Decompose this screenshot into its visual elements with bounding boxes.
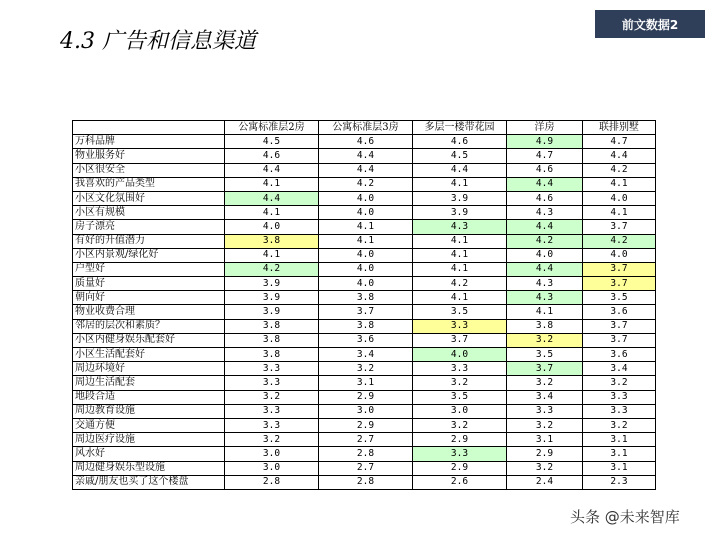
- row-label: 物业服务好: [73, 149, 225, 163]
- table-row: [73, 362, 656, 376]
- row-label: 风水好: [73, 447, 225, 461]
- rating-cell: 3.7: [413, 333, 507, 347]
- rating-cell: 2.8: [319, 447, 413, 461]
- rating-cell: 3.3: [583, 390, 656, 404]
- rating-cell: 4.4: [507, 177, 583, 191]
- row-label: 质量好: [73, 277, 225, 291]
- rating-cell: 3.8: [225, 234, 319, 248]
- rating-cell: 4.1: [507, 305, 583, 319]
- rating-cell: 3.8: [225, 333, 319, 347]
- table-row: [73, 291, 656, 305]
- row-label: 周边健身娱乐型设施: [73, 461, 225, 475]
- rating-cell: 4.1: [413, 234, 507, 248]
- rating-cell: 3.6: [583, 305, 656, 319]
- column-header: 洋房: [507, 121, 583, 135]
- rating-cell: 2.8: [319, 475, 413, 489]
- rating-cell: 4.1: [583, 177, 656, 191]
- table-row: [73, 461, 656, 475]
- rating-cell: 4.2: [583, 234, 656, 248]
- rating-cell: 4.1: [583, 206, 656, 220]
- watermark: 头条 @未来智库: [570, 508, 680, 526]
- rating-cell: 4.0: [319, 206, 413, 220]
- rating-cell: 3.2: [413, 376, 507, 390]
- section-badge: 前文数据2: [595, 10, 705, 38]
- rating-cell: 4.0: [319, 248, 413, 262]
- table-row: [73, 333, 656, 347]
- rating-cell: 2.9: [319, 390, 413, 404]
- rating-cell: 4.2: [225, 262, 319, 276]
- table-row: [73, 390, 656, 404]
- rating-cell: 4.1: [413, 177, 507, 191]
- rating-cell: 2.9: [413, 461, 507, 475]
- rating-cell: 3.2: [583, 418, 656, 432]
- rating-cell: 3.4: [507, 390, 583, 404]
- table-row: [73, 277, 656, 291]
- row-label: 交通方便: [73, 418, 225, 432]
- table-row: [73, 418, 656, 432]
- rating-cell: 3.2: [413, 418, 507, 432]
- rating-cell: 4.3: [413, 220, 507, 234]
- rating-cell: 3.0: [225, 447, 319, 461]
- row-label: 邻居的层次和素质？: [73, 319, 225, 333]
- table-row: [73, 305, 656, 319]
- table-row: [73, 475, 656, 489]
- rating-cell: 4.1: [413, 262, 507, 276]
- table-row: [73, 191, 656, 205]
- row-label: 小区文化氛围好: [73, 191, 225, 205]
- row-label: 房子漂亮: [73, 220, 225, 234]
- table-row: [73, 348, 656, 362]
- rating-cell: 2.3: [583, 475, 656, 489]
- rating-cell: 4.3: [507, 277, 583, 291]
- rating-cell: 4.4: [507, 262, 583, 276]
- rating-cell: 3.7: [583, 220, 656, 234]
- table-row: [73, 262, 656, 276]
- row-label: 小区内景观/绿化好: [73, 248, 225, 262]
- rating-cell: 3.9: [225, 277, 319, 291]
- rating-cell: 3.2: [507, 376, 583, 390]
- rating-cell: 2.8: [225, 475, 319, 489]
- rating-cell: 3.6: [319, 333, 413, 347]
- rating-cell: 4.4: [413, 163, 507, 177]
- rating-cell: 3.3: [413, 362, 507, 376]
- rating-cell: 4.0: [225, 220, 319, 234]
- rating-cell: 4.4: [225, 163, 319, 177]
- table-row: [73, 404, 656, 418]
- rating-cell: 4.9: [507, 135, 583, 149]
- rating-cell: 4.3: [507, 206, 583, 220]
- rating-cell: 4.0: [583, 191, 656, 205]
- rating-cell: 3.8: [225, 348, 319, 362]
- rating-cell: 3.3: [225, 404, 319, 418]
- rating-cell: 4.1: [319, 220, 413, 234]
- rating-cell: 3.4: [319, 348, 413, 362]
- rating-cell: 3.3: [225, 376, 319, 390]
- rating-cell: 3.5: [413, 305, 507, 319]
- rating-cell: 3.3: [413, 447, 507, 461]
- rating-cell: 3.2: [225, 390, 319, 404]
- rating-cell: 3.9: [225, 305, 319, 319]
- rating-cell: 4.4: [225, 191, 319, 205]
- rating-cell: 3.5: [583, 291, 656, 305]
- table-row: [73, 177, 656, 191]
- rating-cell: 3.0: [319, 404, 413, 418]
- rating-cell: 4.1: [413, 291, 507, 305]
- rating-cell: 3.0: [225, 461, 319, 475]
- rating-cell: 3.5: [507, 348, 583, 362]
- table-row: [73, 433, 656, 447]
- header-corner: [73, 121, 225, 135]
- rating-cell: 2.7: [319, 461, 413, 475]
- rating-cell: 3.2: [507, 461, 583, 475]
- rating-cell: 3.3: [583, 404, 656, 418]
- rating-cell: 3.3: [413, 319, 507, 333]
- rating-cell: 4.0: [507, 248, 583, 262]
- rating-cell: 3.8: [225, 319, 319, 333]
- rating-cell: 4.4: [319, 163, 413, 177]
- rating-cell: 3.9: [413, 206, 507, 220]
- rating-cell: 4.1: [225, 177, 319, 191]
- rating-cell: 3.3: [507, 404, 583, 418]
- row-label: 周边生活配套: [73, 376, 225, 390]
- rating-cell: 3.9: [413, 191, 507, 205]
- column-header: 多层一楼带花园: [413, 121, 507, 135]
- rating-cell: 3.2: [319, 362, 413, 376]
- rating-cell: 4.6: [319, 135, 413, 149]
- column-header: 公寓标准层2房: [225, 121, 319, 135]
- rating-cell: 2.9: [319, 418, 413, 432]
- rating-cell: 3.9: [225, 291, 319, 305]
- rating-cell: 4.2: [507, 234, 583, 248]
- rating-cell: 3.3: [225, 362, 319, 376]
- rating-cell: 2.7: [319, 433, 413, 447]
- rating-cell: 4.0: [319, 262, 413, 276]
- table-row: [73, 447, 656, 461]
- rating-cell: 4.2: [583, 163, 656, 177]
- page-title: 4.3 广告和信息渠道: [60, 29, 256, 54]
- rating-cell: 4.2: [319, 177, 413, 191]
- rating-cell: 3.7: [583, 277, 656, 291]
- rating-cell: 2.9: [413, 433, 507, 447]
- rating-cell: 4.4: [319, 149, 413, 163]
- row-label: 朝向好: [73, 291, 225, 305]
- row-label: 小区生活配套好: [73, 348, 225, 362]
- rating-cell: 2.6: [413, 475, 507, 489]
- rating-cell: 4.1: [225, 248, 319, 262]
- row-label: 小区内健身娱乐配套好: [73, 333, 225, 347]
- rating-cell: 3.7: [583, 319, 656, 333]
- rating-cell: 4.1: [413, 248, 507, 262]
- rating-cell: 3.4: [583, 362, 656, 376]
- rating-cell: 4.3: [507, 291, 583, 305]
- rating-cell: 3.8: [319, 319, 413, 333]
- rating-cell: 3.2: [583, 376, 656, 390]
- row-label: 周边医疗设施: [73, 433, 225, 447]
- table-row: [73, 234, 656, 248]
- table-row: [73, 135, 656, 149]
- rating-table: [72, 120, 656, 490]
- row-label: 我喜欢的产品类型: [73, 177, 225, 191]
- rating-cell: 3.1: [583, 447, 656, 461]
- rating-cell: 2.9: [507, 447, 583, 461]
- row-label: 户型好: [73, 262, 225, 276]
- table-row: [73, 149, 656, 163]
- rating-cell: 4.5: [413, 149, 507, 163]
- row-label: 亲戚/朋友也买了这个楼盘: [73, 475, 225, 489]
- rating-cell: 3.0: [413, 404, 507, 418]
- rating-cell: 3.3: [225, 418, 319, 432]
- column-header: 公寓标准层3房: [319, 121, 413, 135]
- row-label: 小区很安全: [73, 163, 225, 177]
- row-label: 周边教育设施: [73, 404, 225, 418]
- rating-cell: 4.1: [319, 234, 413, 248]
- rating-cell: 4.7: [507, 149, 583, 163]
- rating-cell: 4.0: [413, 348, 507, 362]
- rating-cell: 4.4: [583, 149, 656, 163]
- rating-cell: 3.8: [507, 319, 583, 333]
- table-row: [73, 220, 656, 234]
- row-label: 地段合适: [73, 390, 225, 404]
- rating-cell: 4.4: [507, 220, 583, 234]
- rating-cell: 4.0: [319, 191, 413, 205]
- rating-cell: 3.1: [583, 461, 656, 475]
- rating-cell: 4.0: [319, 277, 413, 291]
- rating-cell: 4.0: [583, 248, 656, 262]
- rating-cell: 4.2: [413, 277, 507, 291]
- rating-cell: 3.7: [583, 262, 656, 276]
- rating-cell: 3.1: [319, 376, 413, 390]
- row-label: 万科品牌: [73, 135, 225, 149]
- rating-cell: 3.7: [583, 333, 656, 347]
- rating-cell: 3.6: [583, 348, 656, 362]
- table-header-row: [73, 121, 656, 135]
- rating-cell: 4.5: [225, 135, 319, 149]
- rating-cell: 3.7: [507, 362, 583, 376]
- rating-cell: 4.6: [413, 135, 507, 149]
- row-label: 周边环境好: [73, 362, 225, 376]
- rating-cell: 3.5: [413, 390, 507, 404]
- rating-cell: 3.8: [319, 291, 413, 305]
- rating-cell: 3.1: [507, 433, 583, 447]
- rating-cell: 4.6: [225, 149, 319, 163]
- rating-cell: 2.4: [507, 475, 583, 489]
- row-label: 有好的升值潜力: [73, 234, 225, 248]
- table-row: [73, 319, 656, 333]
- rating-cell: 3.1: [583, 433, 656, 447]
- row-label: 小区有规模: [73, 206, 225, 220]
- rating-cell: 4.7: [583, 135, 656, 149]
- rating-cell: 3.2: [507, 333, 583, 347]
- row-label: 物业收费合理: [73, 305, 225, 319]
- column-header: 联排别墅: [583, 121, 656, 135]
- table-row: [73, 163, 656, 177]
- table-row: [73, 248, 656, 262]
- rating-cell: 3.7: [319, 305, 413, 319]
- table-row: [73, 206, 656, 220]
- rating-cell: 3.2: [225, 433, 319, 447]
- rating-cell: 4.6: [507, 191, 583, 205]
- table-row: [73, 376, 656, 390]
- rating-cell: 4.6: [507, 163, 583, 177]
- rating-cell: 3.2: [507, 418, 583, 432]
- rating-cell: 4.1: [225, 206, 319, 220]
